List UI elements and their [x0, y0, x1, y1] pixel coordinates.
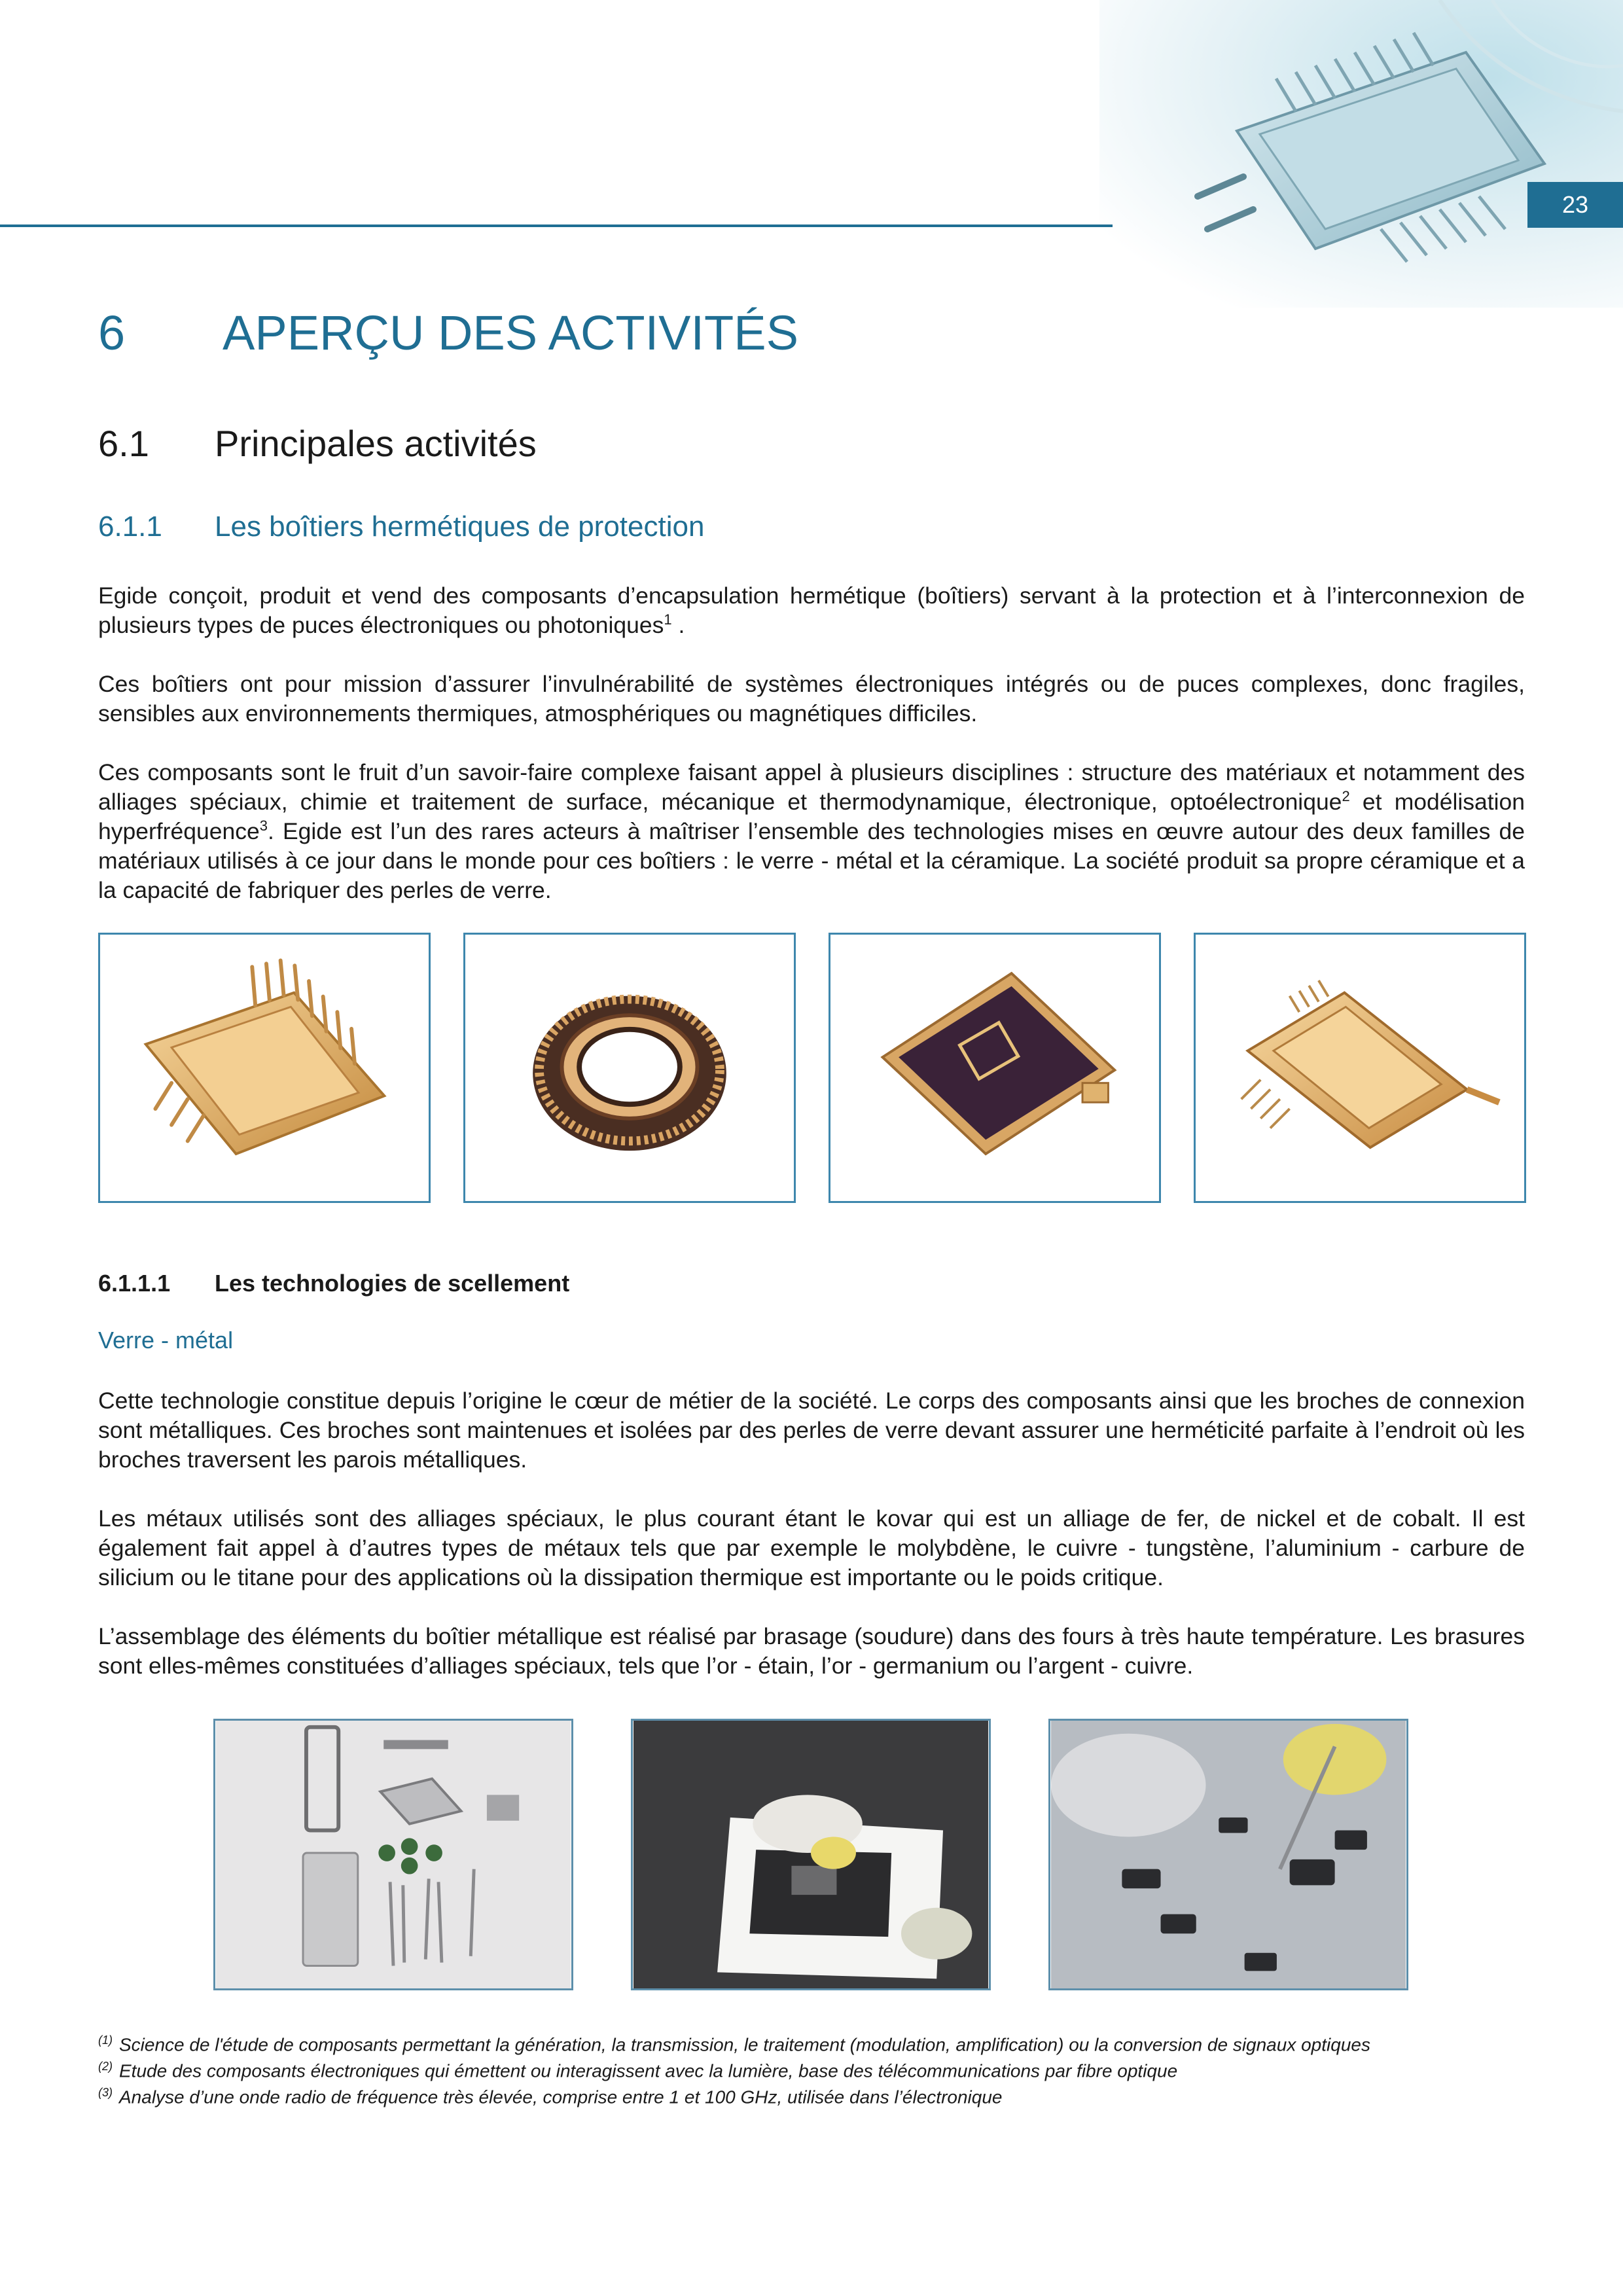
intro-paragraph-2: Ces boîtiers ont pour mission d’assurer l’invulnérabilité de systèmes électroniques intégrés ou de puces complexes, donc fragiles, sensibles aux environnements thermiques, atmosphériques ou magnétiques difficiles.	[98, 671, 1525, 726]
intro-p3-text-b: et modélisation hyperfréquence	[98, 789, 1525, 844]
sealing-heading	[98, 1270, 569, 1297]
footnote-1-text: Science de l'étude de composants permettant la génération, la transmission, le traitement (modulation, amplification) ou la conversion de signaux optiques	[119, 2034, 1370, 2055]
intro-p3-text-c: . Egide est l’un des rares acteurs à maîtriser l’ensemble des technologies mises en œuvre autour des deux familles de matériaux utilisés à ce jour dans le monde pour ces boîtiers : le verre - métal et la céramique. La société produit sa propre céramique et a la capacité de fabriquer des perles de verre.	[98, 818, 1525, 903]
subsubsection-title: Les boîtiers hermétiques de protection	[215, 511, 705, 543]
sealing-paragraph-2: Les métaux utilisés sont des alliages spéciaux, le plus courant étant le kovar qui est un alliage de fer, de nickel et de cobalt. Il est également fait appel à d’autres types de métaux tels que par exemple le molybdène, le cuivre - tungstène, l’aluminium - carbure de silicium ou le titane pour des applications où la dissipation thermique est importante ou le poids critique.	[98, 1505, 1525, 1590]
header-rule	[0, 224, 1113, 227]
header-package-illustration	[1099, 0, 1623, 308]
sealing-subheading: Verre - métal	[98, 1327, 234, 1354]
footnote-ref-2[interactable]: 2	[1342, 788, 1350, 805]
footnote-3-mark: (3)	[98, 2086, 113, 2099]
section-title: APERÇU DES ACTIVITÉS	[223, 306, 798, 360]
subsection-number: 6.1	[98, 423, 149, 464]
section-number: 6	[98, 306, 126, 360]
footnote-1-mark: (1)	[98, 2034, 113, 2047]
page-number: 23	[1527, 182, 1623, 228]
subsubsection-number: 6.1.1	[98, 511, 162, 543]
photo-purple-substrate-package	[829, 933, 1161, 1203]
intro-p3-text-a: Ces composants sont le fruit d’un savoir-faire complexe faisant appel à plusieurs disciplines : structure des matériaux et notamment des alliages spéciaux, chimie et traitement de surface, mécanique et thermodynamique, électronique, optoélectronique	[98, 759, 1525, 815]
footnote-ref-1[interactable]: 1	[664, 611, 672, 628]
footnote-2-text: Etude des composants électroniques qui émettent ou interagissent avec la lumière, base des télécommunications par fibre optique	[119, 2060, 1178, 2081]
footnote-2-mark: (2)	[98, 2060, 113, 2073]
photo-butterfly-package	[1194, 933, 1526, 1203]
subsubsection-heading	[98, 511, 704, 543]
intro-p1-end: .	[671, 612, 685, 638]
sealing-paragraph-1: Cette technologie constitue depuis l’origine le cœur de métier de la société. Le corps des composants ainsi que les broches de connexion sont métalliques. Ces broches sont maintenues et isolées par des perles de verre devant assurer une herméticité parfaite à l’endroit où les broches traversent les parois métalliques.	[98, 1388, 1525, 1473]
intro-paragraph-1	[98, 581, 1525, 640]
photo-gold-package-pins	[98, 933, 431, 1203]
footnote-3-text: Analyse d’une onde radio de fréquence très élevée, comprise entre 1 et 100 GHz, utilisée dans l’électronique	[119, 2087, 1003, 2108]
footnote-3	[98, 2079, 1002, 2110]
photo-round-ring-package	[463, 933, 796, 1203]
sealing-title: Les technologies de scellement	[215, 1270, 570, 1297]
section-heading	[98, 305, 798, 361]
photo-package-parts	[213, 1719, 573, 1990]
subsection-title: Principales activités	[215, 423, 537, 464]
subsection-heading	[98, 422, 537, 465]
intro-paragraph-3	[98, 758, 1525, 905]
intro-p1-text: Egide conçoit, produit et vend des composants d’encapsulation hermétique (boîtiers) servant à la protection et à l’interconnexion de plusieurs types de puces électroniques ou photoniques	[98, 583, 1525, 638]
sealing-paragraph-3: L’assemblage des éléments du boîtier métallique est réalisé par brasage (soudure) dans des fours à très haute température. Les brasures sont elles-mêmes constituées d’alliages spéciaux, tels que l’or - étain, l’or - germanium ou l’argent - cuivre.	[98, 1623, 1525, 1679]
footnote-ref-3[interactable]: 3	[259, 817, 268, 834]
photo-tweezers-parts	[1048, 1719, 1408, 1990]
sealing-number: 6.1.1.1	[98, 1270, 171, 1297]
photo-assembly-hands	[631, 1719, 991, 1990]
